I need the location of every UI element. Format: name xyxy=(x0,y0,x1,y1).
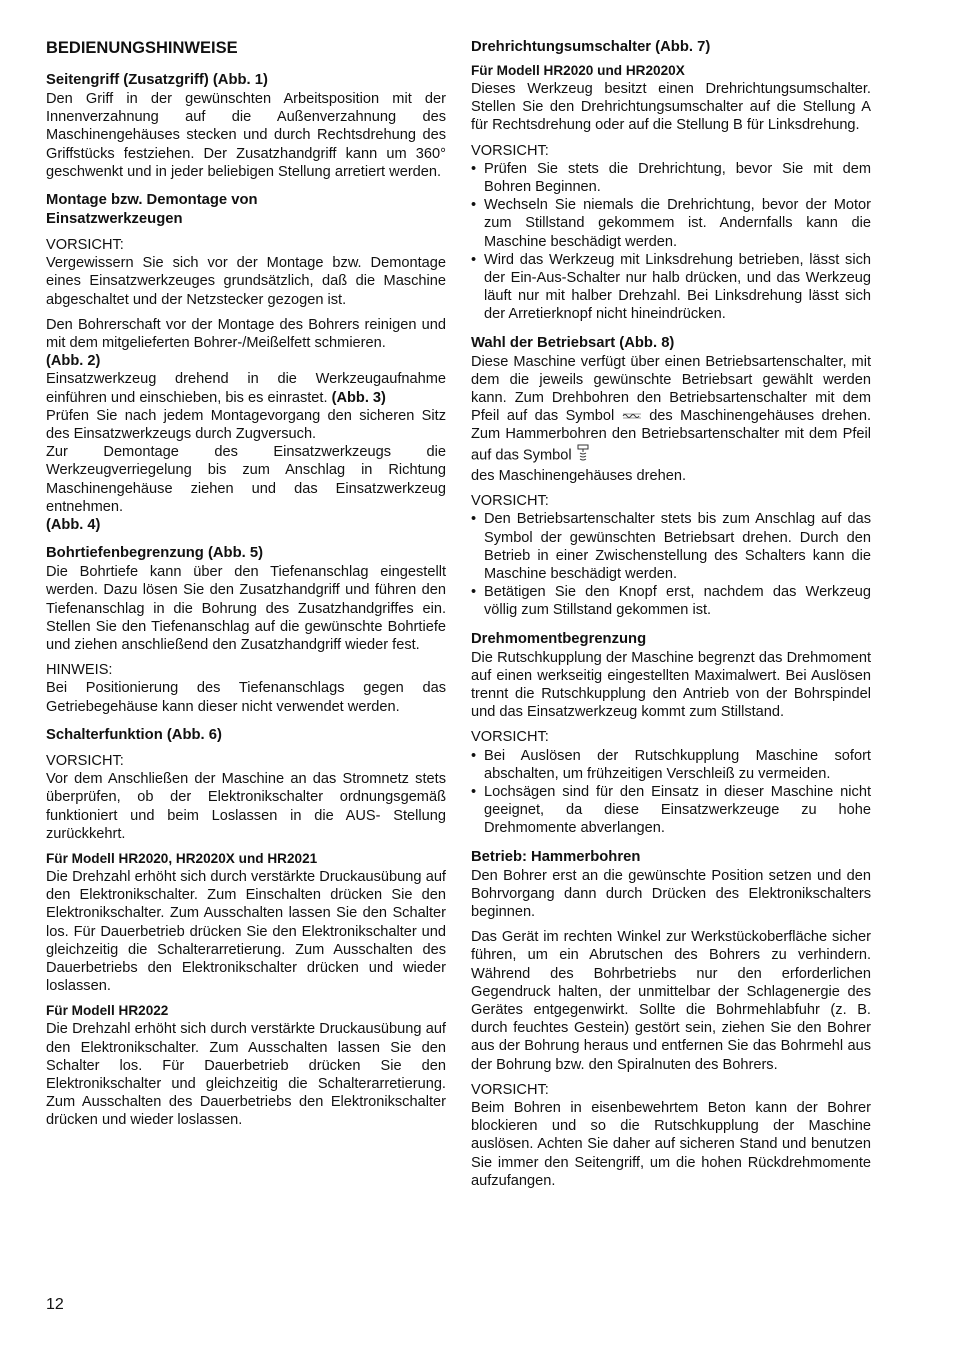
paragraph: Prüfen Sie nach jedem Montagevorgang den sicheren Sitz des Einsatzwerkzeugs durch Zugversuch. xyxy=(46,407,446,443)
paragraph: Den Bohrerschaft vor der Montage des Bohrers reinigen und mit dem mitgelieferten Bohrer-/Meißelfett schmieren. (Abb. 2) xyxy=(46,316,446,370)
caution-text: Vor dem Anschließen der Maschine an das Stromnetz stets überprüfen, ob der Elektronikschalter ordnungsgemäß funktioniert und beim Loslassen in die AUS- Stellung zurückkehrt. xyxy=(46,771,446,842)
section-betriebsart xyxy=(471,334,871,620)
section-heading: Drehrichtungsumschalter (Abb. 7) xyxy=(471,39,711,55)
paragraph: Einsatzwerkzeug drehend in die Werkzeugaufnahme einführen und einschieben, bis es einrastet. (Abb. 3) xyxy=(46,371,446,406)
note-label: HINWEIS: xyxy=(46,662,113,679)
caution-label: VORSICHT: xyxy=(46,752,124,769)
right-column xyxy=(471,38,871,1200)
paragraph: Das Gerät im rechten Winkel zur Werkstückoberfläche sicher führen, um ein Abrutschen des Bohrers zu verhindern. Während des Bohrbetriebs nur den erforderlichen Gegendruck halten, der unmittelbar der Schlagenergie des Gerätes entgegenwirkt. Sollte die Bohrmehlabfuhr (z. B. durch feuchtes Gestein) gestört sein, ziehen Sie den Bohrer aus der Bohrung heraus und entfernen Sie das Bohrmehl aus der Bohrung bzw. den Spiralnuten des Bohrers. xyxy=(471,929,871,1073)
caution-label: VORSICHT: xyxy=(46,237,124,254)
list-item: • Prüfen Sie stets die Drehrichtung, bevor Sie mit dem Bohren Beginnen. xyxy=(471,160,871,196)
caution-label: VORSICHT: xyxy=(471,493,549,510)
note-text: Bei Positionierung des Tiefenanschlags gegen das Getriebegehäuse kann dieser nicht verwendet werden. xyxy=(46,680,446,715)
paragraph: Den Bohrer erst an die gewünschte Position setzen und den Bohrvorgang dann durch Drücken des Elektronikschalters beginnen. xyxy=(471,867,871,920)
section-heading: Schalterfunktion (Abb. 6) xyxy=(46,726,222,743)
section-text: Die Bohrtiefe kann über den Tiefenanschlag eingestellt werden. Dazu lösen Sie den Zusatzhandgriff und führen den Tiefenanschlag in die Bohrung des Zusatzhandgriffes ein. Stellen Sie den Tiefenanschlag auf die gewünschte Bohrtiefe und ziehen anschließend den Zusatzhandgriff wieder fest. xyxy=(46,564,446,654)
rotation-drill-icon xyxy=(622,407,642,425)
section-heading: Bohrtiefenbegrenzung (Abb. 5) xyxy=(46,545,264,562)
left-column xyxy=(46,38,446,1140)
section-heading: Seitengriff (Zusatzgriff) (Abb. 1) xyxy=(46,72,268,88)
section-schalter xyxy=(46,726,446,1130)
bullet-list xyxy=(471,160,871,324)
page-title: BEDIENUNGSHINWEISE xyxy=(46,39,238,57)
paragraph: Die Drehzahl erhöht sich durch verstärkte Druckausübung auf den Elektronikschalter. Zum Einschalten drücken Sie den Elektronikschalter. Zum Ausschalten lassen Sie den Schalter los. Für Dauerbetrieb drücken Sie den Elektronikschalter und gleichzeitig die Schalterarretierung. Zum Ausschalten des Dauerbetriebs den Elektronikschalter drücken und wieder loslassen. xyxy=(46,868,446,995)
section-text: Diese Maschine verfügt über einen Betriebsartenschalter, mit dem die jeweils gewünschte Betriebsart gewählt werden kann. Zum Drehbohren den Betriebsartenschalter mit dem Pfeil auf das Symbol des Maschinengehäuses drehen. Zum Hammerbohren den Betriebsartenschalter mit dem Pfeil auf das Symbol des Maschinengehäuses drehen. xyxy=(471,353,871,484)
subheading: Für Modell HR2020, HR2020X und HR2021 xyxy=(46,850,318,866)
section-text: Den Griff in der gewünschten Arbeitsposition mit der Innenverzahnung auf die Außenverzahnung des Maschinengehäuses stecken und durch Rechtsdrehung des Griffstücks festziehen. Der Zusatzhandgriff kann um 360° geschwenkt und in jeder beliebigen Stellung arretiert werden. xyxy=(46,91,446,180)
section-text: Die Rutschkupplung der Maschine begrenzt das Drehmoment auf einen werkseitig eingestellten Maximalwert. Bei Auslösen trennt die Rutschkupplung den Antrieb von der Bohrspindel und das Einsatzwerkzeug kommt zum Stillstand. xyxy=(471,649,871,721)
subheading: Für Modell HR2022 xyxy=(46,1003,169,1019)
page-number: 12 xyxy=(46,1296,64,1313)
section-hammerbohren xyxy=(471,848,871,1190)
list-item: • Wechseln Sie niemals die Drehrichtung, bevor der Motor zum Stillstand gekommem ist. Andernfalls kann die Maschine beschädigt werden. xyxy=(471,196,871,251)
section-bohrtiefe xyxy=(46,544,446,716)
caution-label: VORSICHT: xyxy=(471,142,549,159)
section-heading: Drehmomentbegrenzung xyxy=(471,630,647,647)
list-item: • Den Betriebsartenschalter stets bis zum Anschlag auf das Symbol der gewünschten Betriebsart drehen. Durch den Betrieb in einer Zwischenstellung des Schalters kann die Maschine beschädigt werden. xyxy=(471,510,871,583)
subheading: Für Modell HR2020 und HR2020X xyxy=(471,63,685,78)
section-drehmoment xyxy=(471,630,871,838)
section-heading: Montage bzw. Demontage von Einsatzwerkzeugen xyxy=(46,192,258,228)
hammer-drill-icon xyxy=(576,444,590,467)
section-drehrichtung xyxy=(471,38,871,324)
section-text: Dieses Werkzeug besitzt einen Drehrichtungsumschalter. Stellen Sie den Drehrichtungsumschalter auf die Stellung A für Rechtsdrehung oder auf die Stellung B für Linksdrehung. xyxy=(471,81,871,134)
section-seitengriff xyxy=(46,71,446,181)
bullet-list xyxy=(471,747,871,838)
section-heading: Wahl der Betriebsart (Abb. 8) xyxy=(471,334,675,351)
paragraph: Zur Demontage des Einsatzwerkzeugs die Werkzeugverriegelung bis zum Anschlag in Richtung Maschinengehäuse ziehen und das Einsatzwerkzeug entnehmen. (Abb. 4) xyxy=(46,444,446,534)
list-item: • Betätigen Sie den Knopf erst, nachdem das Werkzeug völlig zum Stillstand gekommen ist. xyxy=(471,583,871,619)
list-item: • Wird das Werkzeug mit Linksdrehung betrieben, lässt sich der Ein-Aus-Schalter nur halb drücken, und das Werkzeug läuft nur mit halber Drehzahl. Bei Linksdrehung lässt sich der Arretierknopf nicht hineindrücken. xyxy=(471,251,871,324)
caution-label: VORSICHT: xyxy=(471,1081,549,1098)
section-heading: Betrieb: Hammerbohren xyxy=(471,848,641,865)
section-montage xyxy=(46,191,446,534)
caution-text: Vergewissern Sie sich vor der Montage bzw. Demontage eines Einsatzwerkzeuges grundsätzlich, daß die Maschine abgeschaltet und der Netzstecker gezogen ist. xyxy=(46,255,446,308)
caution-label: VORSICHT: xyxy=(471,729,549,746)
paragraph: Die Drehzahl erhöht sich durch verstärkte Druckausübung auf den Elektronikschalter. Zum Ausschalten lassen Sie den Schalter los. Für Dauerbetrieb drücken Sie den Elektronikschalter und gleichzeitig die Schalterarretierung. Zum Ausschalten des Dauerbetriebs den Elektronikschalter drücken und wieder loslassen. xyxy=(46,1021,446,1129)
list-item: • Lochsägen sind für den Einsatz in dieser Maschine nicht geeignet, da diese Einsatzwerkzeuge zu hohe Drehmomente abverlangen. xyxy=(471,783,871,838)
bullet-list xyxy=(471,510,871,619)
caution-text: Beim Bohren in eisenbewehrtem Beton kann der Bohrer blockieren und so die Rutschkupplung der Maschine auslösen. Achten Sie daher auf sicheren Stand und benutzen Sie immer den Seitengriff, um die hohen Rückdrehmomente aufzufangen. xyxy=(471,1099,871,1189)
list-item: • Bei Auslösen der Rutschkupplung Maschine sofort abschalten, um frühzeitigen Verschleiß zu vermeiden. xyxy=(471,747,871,783)
